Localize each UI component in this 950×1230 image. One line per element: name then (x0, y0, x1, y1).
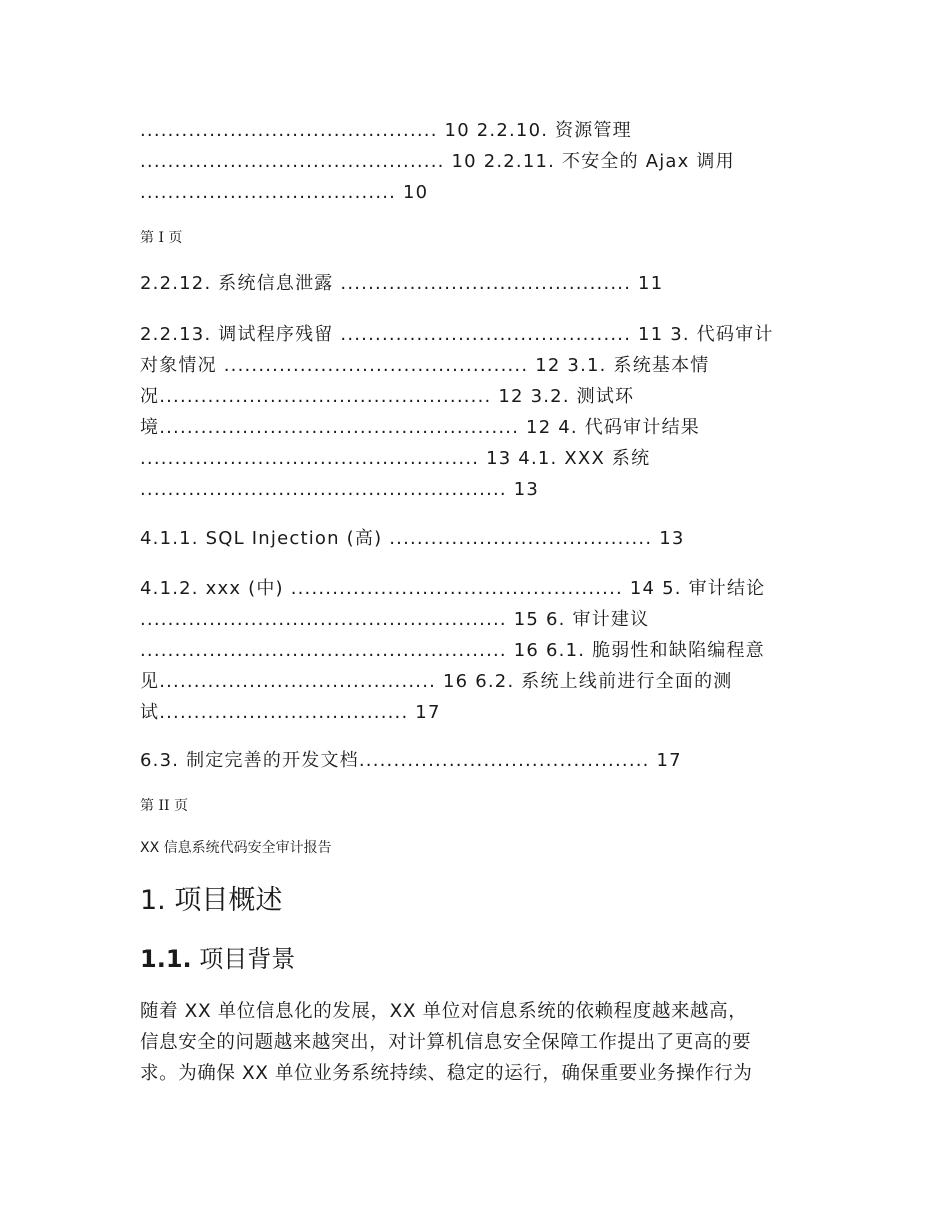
toc-line: 4.1.2. xxx (中) ................................................ 14 5. 审计结论 (140, 578, 766, 599)
toc-line: 试.................................... 17 (140, 702, 441, 723)
toc-line: 4.1.1. SQL Injection (高) ...................................... 13 (140, 528, 685, 549)
toc-line: ..................................................... 15 6. 审计建议 (140, 609, 650, 630)
document-header: XX 信息系统代码安全审计报告 (140, 840, 332, 856)
paragraph-line: 求。为确保 XX 单位业务系统持续、稳定的运行，确保重要业务操作行为 (140, 1063, 753, 1084)
toc-line: 对象情况 ............................................ 12 3.1. 系统基本情 (140, 355, 710, 376)
paragraph-line: 随着 XX 单位信息化的发展，XX 单位对信息系统的依赖程度越来越高， (140, 1001, 748, 1022)
paragraph-line: 信息安全的问题越来越突出，对计算机信息安全保障工作提出了更高的要 (140, 1032, 752, 1053)
toc-line: 境.................................................... 12 4. 代码审计结果 (140, 417, 700, 438)
toc-line: 2.2.12. 系统信息泄露 .......................................... 11 (140, 273, 664, 294)
toc-line: ..................................................... 16 6.1. 脆弱性和缺陷编程意 (140, 640, 765, 661)
heading-number: 1.1. (140, 945, 192, 973)
toc-line: 2.2.13. 调试程序残留 .......................................... 11 3. 代码审计 (140, 324, 774, 345)
toc-line: ..................................... 10 (140, 182, 429, 203)
page-number-label: 第 II 页 (140, 798, 188, 814)
toc-line: 见........................................ 16 6.2. 系统上线前进行全面的测 (140, 671, 733, 692)
toc-line: ................................................. 13 4.1. XXX 系统 (140, 448, 651, 469)
toc-line: 况................................................ 12 3.2. 测试环 (140, 386, 635, 407)
section-heading-1-1 (140, 944, 295, 974)
toc-line: ........................................... 10 2.2.10. 资源管理 (140, 120, 632, 141)
toc-line: 6.3. 制定完善的开发文档.......................................... 17 (140, 750, 682, 771)
toc-line: ............................................ 10 2.2.11. 不安全的 Ajax 调用 (140, 151, 735, 172)
section-heading-1: 1. 项目概述 (140, 885, 283, 916)
heading-text: 项目背景 (191, 945, 296, 973)
toc-line: ..................................................... 13 (140, 479, 540, 500)
page-number-label: 第 I 页 (140, 230, 183, 246)
